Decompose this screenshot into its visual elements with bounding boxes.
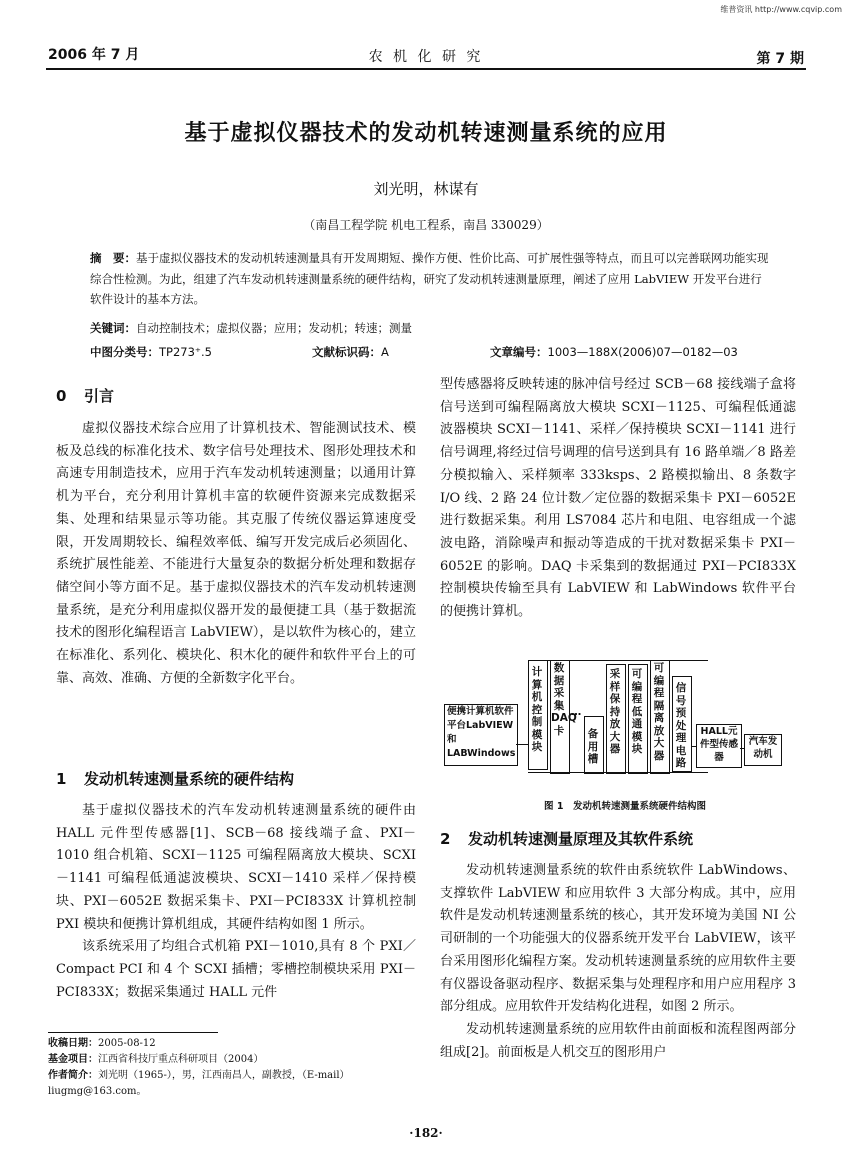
- figure-1-caption: 图 1 发动机转速测量系统硬件结构图: [544, 801, 706, 812]
- software-paragraph-2: 发动机转速测量系统的应用软件由前面板和流程图两部分组成[2]。前面板是人机交互的图形用户: [440, 1021, 796, 1060]
- author-bio-text: 刘光明（1965-），男，江西南昌人，副教授，（E-mail）liugmg@163.com。: [48, 1070, 350, 1097]
- art-value: 1003—188X(2006)07—0182—03: [547, 345, 738, 359]
- art-label: 文章编号：: [490, 345, 548, 359]
- daq-card-label: 数据采集DAQ卡: [551, 662, 577, 737]
- lowpass-filter-label: 可编程低通模块: [631, 668, 643, 755]
- author-bio-label: 作者简介：: [48, 1070, 98, 1081]
- watermark: 维普资讯 http://www.cqvip.com: [720, 5, 842, 14]
- clc-label: 中图分类号：: [90, 345, 159, 359]
- section-0-heading: 0 引言: [56, 387, 115, 405]
- control-module-label: 计算机控制模块: [531, 666, 543, 753]
- fund-label: 基金项目：: [48, 1054, 98, 1065]
- page-number: ·182·: [409, 1126, 443, 1140]
- abstract: [90, 248, 770, 310]
- hardware-paragraphs: [56, 800, 416, 1004]
- section-1-heading: 1 发动机转速测量系统的硬件结构: [56, 770, 295, 788]
- signal-conditioning-label: 信号预处理电路: [675, 682, 687, 769]
- keywords-label: 关键词：: [90, 321, 136, 335]
- header-rule: [46, 68, 806, 70]
- paper-title: 基于虚拟仪器技术的发动机转速测量系统的应用: [184, 121, 668, 146]
- footnote-rule: [48, 1032, 218, 1033]
- software-paragraphs: [440, 860, 796, 1064]
- abstract-text: 基于虚拟仪器技术的发动机转速测量具有开发周期短、操作方便、性价比高、可扩展性强等特点，而且可以完善联网功能实现综合性检测。为此，组建了汽车发动机转速测量系统的硬件结构，研究了发动机转速测量原理，阐述了应用 LabVIEW 开发平台进行软件设计的基本方法。: [90, 251, 769, 306]
- header-date: 2006 年 7 月: [48, 47, 140, 63]
- doc-value: A: [381, 345, 389, 359]
- figure-1-diagram: [440, 656, 810, 786]
- engine-block: 汽车发动机: [744, 734, 782, 766]
- intro-paragraph: 虚拟仪器技术综合应用了计算机技术、智能测试技术、模板及总线的标准化技术、数字信号处理技术、图形处理技术和高速专用制造技术，应用于汽车发动机转速测量；以通用计算机为平台，充分利用计算机丰富的软硬件资源来完成数据采集、处理和结果显示等功能。其克服了传统仪器运算速度受限，开发周期较长、编程效率低、编写开发完成后必须固化、系统扩展性能差、不能进行大量复杂的数据分析处理和数据存储空间小等方面不足。基于虚拟仪器技术的汽车发动机转速测量系统，是充分利用虚拟仪器开发的最便捷工具（基于数据流技术的图形化编程语言 LabVIEW），是以软件为核心的，建立在标准化、系列化、模块化、积木化的硬件和软件平台上的可靠、高效、准确、方便的全新数字化平台。: [56, 421, 416, 686]
- section-2-heading: 2 发动机转速测量原理及其软件系统: [440, 830, 694, 848]
- software-paragraph-1: 发动机转速测量系统的软件由系统软件 LabWindows、支撑软件 LabVIEW 和应用软件 3 大部分构成。其中，应用软件是发动机转速测量系统的核心，其开发环境为美国 NI 公司研制的一个功能强大的仪器系统开发平台 LabVIEW，该平台采用图形化编程方案。发动机转速测量系统的应用软件主要有仪器设备驱动程序、数据采集与处理程序和用户应用程序 3 部分组成。应用软件开发结构化进程，如图 2 所示。: [440, 863, 796, 1015]
- keywords: [90, 320, 770, 336]
- hardware-continued-paragraph: 型传感器将反映转速的脉冲信号经过 SCB－68 接线端子盒将信号送到可编程隔离放大模块 SCXI－1125、可编程低通滤波器模块 SCXI－1141、采样／保持模块 SCXI－1141 进行信号调理,将经过信号调理的信号送到具有 16 路单端／8 路差分模拟输入、采样频率 333ksps、2 路模拟输出、8 条数字 I/O 线、2 路 24 位计数／定位器的数据采集卡 PXI－6052E 进行数据采集。利用 LS7084 芯片和电阻、电容组成一个滤波电路，消除噪声和振动等造成的干扰对数据采集卡 PXI－6052E 的影响。DAQ 卡采集到的数据通过 PXI－PCI833X 控制模块传输至具有 LabVIEW 和 LabWindows 软件平台的便携计算机。: [440, 377, 796, 620]
- header-journal: 农 机 化 研 究: [368, 49, 484, 65]
- footnotes: [48, 1036, 428, 1100]
- hall-sensor-block: HALL元件型传感器: [696, 724, 742, 768]
- keywords-text: 自动控制技术；虚拟仪器；应用；发动机；转速；测量: [136, 321, 412, 335]
- received-label: 收稿日期：: [48, 1038, 98, 1049]
- spare-slot-label: 备用槽: [587, 728, 599, 765]
- ellipsis-slots: …: [570, 706, 582, 718]
- sample-hold-label: 采样保持放大器: [609, 668, 621, 755]
- doc-label: 文献标识码：: [312, 345, 381, 359]
- hardware-paragraph-1: 基于虚拟仪器技术的汽车发动机转速测量系统的硬件由 HALL 元件型传感器[1]、SCB－68 接线端子盒、PXI－1010 组合机箱、SCXI－1125 可编程隔离放大模块、SCXI－1141 可编程低通滤波模块、SCXI－1410 采样／保持模块、PXI－6052E 数据采集卡、PXI－PCI833X 计算机控制 PXI 模块和便携计算机组成，其硬件结构如图 1 所示。: [56, 803, 416, 932]
- hardware-paragraph-2: 该系统采用了均组合式机箱 PXI－1010,具有 8 个 PXI／Compact PCI 和 4 个 SCXI 插槽；零槽控制模块采用 PXI－PCI833X；数据采集通过 HALL 元件: [56, 939, 416, 1000]
- clc-value: TP273⁺.5: [159, 345, 212, 359]
- abstract-label: 摘 要：: [90, 251, 136, 265]
- header-issue: 第 7 期: [756, 51, 804, 67]
- affiliation: （南昌工程学院 机电工程系，南昌 330029）: [303, 218, 549, 232]
- portable-computer-block: 便携计算机软件平台LabVIEW和LABWindows: [444, 704, 518, 766]
- received-date: 2005-08-12: [98, 1038, 156, 1049]
- authors: 刘光明，林谋有: [373, 180, 479, 198]
- fund-text: 江西省科技厅重点科研项目（2004）: [98, 1054, 264, 1065]
- isolation-amp-label: 可编程隔离放大器: [653, 662, 665, 762]
